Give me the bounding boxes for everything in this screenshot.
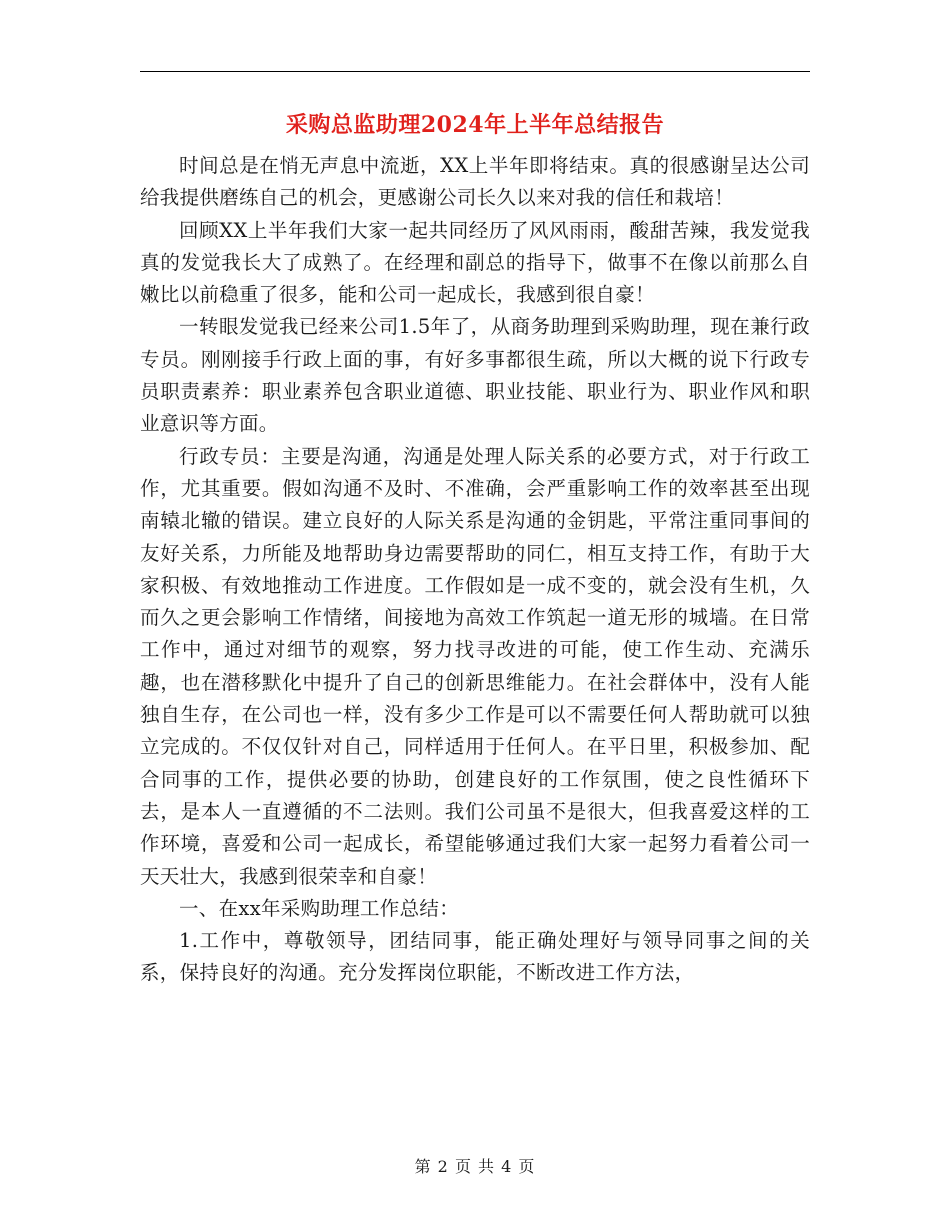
document-title: 采购总监助理2024年上半年总结报告 xyxy=(285,112,665,138)
paragraph: 行政专员：主要是沟通，沟通是处理人际关系的必要方式，对于行政工作，尤其重要。假如沟通不及时、不准确，会严重影响工作的效率甚至出现南辕北辙的错误。建立良好的人际关系是沟通的金钥匙，平常注重同事间的友好关系，力所能及地帮助身边需要帮助的同仁，相互支持工作，有助于大家积极、有效地推动工作进度。工作假如是一成不变的，就会没有生机，久而久之更会影响工作情绪，间接地为高效工作筑起一道无形的城墙。在日常工作中，通过对细节的观察，努力找寻改进的可能，使工作生动、充满乐趣，也在潜移默化中提升了自己的创新思维能力。在社会群体中，没有人能独自生存，在公司也一样，没有多少工作是可以不需要任何人帮助就可以独立完成的。不仅仅针对自己，同样适用于任何人。在平日里，积极参加、配合同事的工作，提供必要的协助，创建良好的工作氛围，使之良性循环下去，是本人一直遵循的不二法则。我们公司虽不是很大，但我喜爱这样的工作环境，喜爱和公司一起成长，希望能够通过我们大家一起努力看着公司一天天壮大，我感到很荣幸和自豪！ xyxy=(140,444,810,888)
paragraph: 回顾XX上半年我们大家一起共同经历了风风雨雨，酸甜苦辣，我发觉我真的发觉我长大了成熟了。在经理和副总的指导下，做事不在像以前那么自嫩比以前稳重了很多，能和公司一起成长，我感到很自豪！ xyxy=(140,218,810,307)
document-body xyxy=(140,150,810,990)
page-number-footer: 第 2 页 共 4 页 xyxy=(414,1157,536,1176)
paragraph: 一转眼发觉我已经来公司1.5年了，从商务助理到采购助理，现在兼行政专员。刚刚接手行政上面的事，有好多事都很生疏，所以大概的说下行政专员职责素养：职业素养包含职业道德、职业技能、职业行为、职业作风和职业意识等方面。 xyxy=(140,315,810,436)
section-heading: 一、在xx年采购助理工作总结： xyxy=(179,896,459,920)
paragraph: 1.工作中，尊敬领导，团结同事，能正确处理好与领导同事之间的关系，保持良好的沟通。充分发挥岗位职能，不断改进工作方法， xyxy=(140,929,810,985)
header-rule xyxy=(140,71,810,72)
paragraph: 时间总是在悄无声息中流逝，XX上半年即将结束。真的很感谢呈达公司给我提供磨练自己的机会，更感谢公司长久以来对我的信任和栽培！ xyxy=(140,154,810,210)
